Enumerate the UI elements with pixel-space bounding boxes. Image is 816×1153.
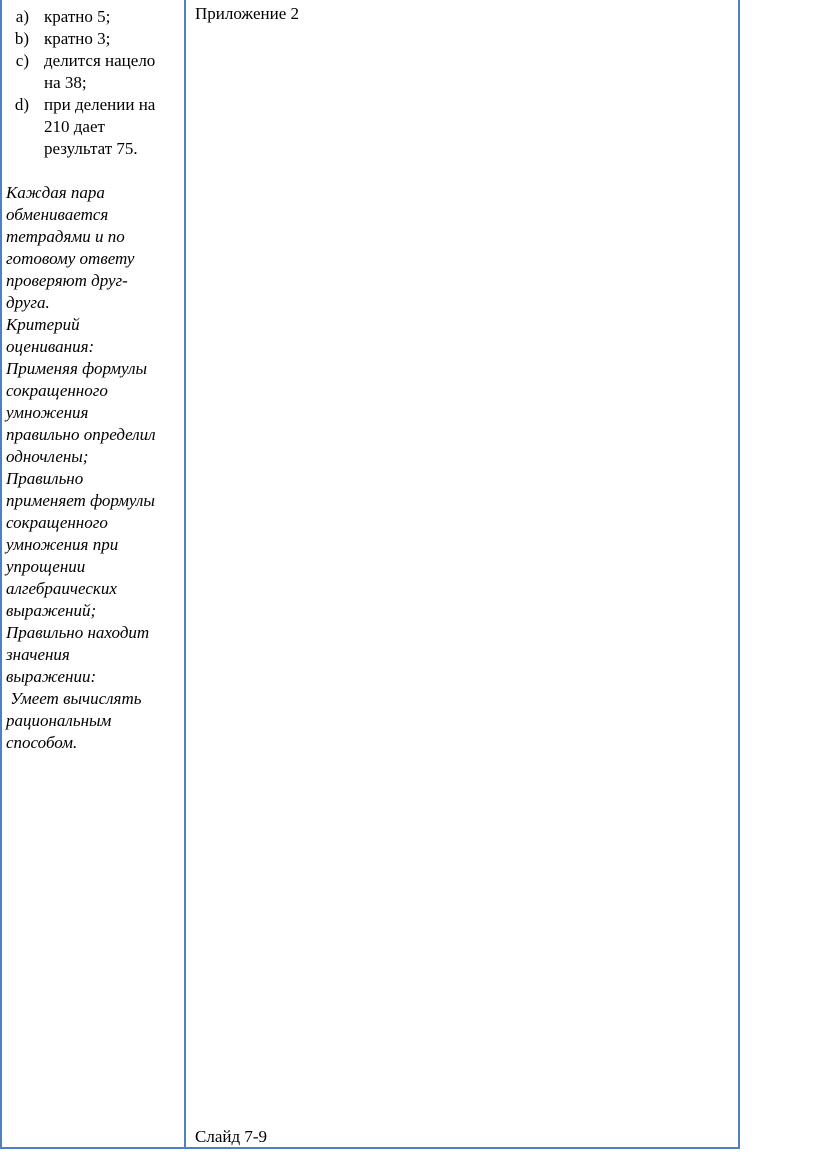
note-line: Правильно bbox=[6, 469, 84, 488]
note-line: умножения при bbox=[6, 535, 119, 554]
note-line: алгебраических bbox=[6, 579, 117, 598]
note-line: обменивается bbox=[6, 205, 109, 224]
note-line: способом. bbox=[6, 733, 78, 752]
list-item: d) при делении на 210 дает результат 75. bbox=[14, 95, 156, 158]
note-line: друга. bbox=[6, 293, 50, 312]
note-line: выражении: bbox=[6, 667, 97, 686]
note-line: упрощении bbox=[6, 557, 86, 576]
note-line: выражений; bbox=[6, 601, 97, 620]
note-line: готовому ответу bbox=[6, 249, 135, 268]
note-line: сокращенного bbox=[6, 513, 108, 532]
note-line: сокращенного bbox=[6, 381, 108, 400]
column-divider bbox=[184, 0, 186, 1149]
left-column bbox=[6, 6, 182, 754]
task-list bbox=[6, 6, 182, 160]
list-item: b) кратно 3; bbox=[14, 29, 111, 48]
note-line: значения bbox=[6, 645, 70, 664]
list-item: a) кратно 5; bbox=[15, 7, 111, 26]
note-line: тетрадями и по bbox=[6, 227, 125, 246]
note-line: Умеет вычислять bbox=[6, 689, 142, 708]
list-item: c) делится нацело на 38; bbox=[15, 51, 156, 92]
note-line: Каждая пара bbox=[6, 183, 105, 202]
appendix-label: Приложение 2 bbox=[195, 4, 299, 23]
note-line: проверяют друг- bbox=[6, 271, 128, 290]
note-line: одночлены; bbox=[6, 447, 89, 466]
note-line: Критерий bbox=[6, 315, 80, 334]
note-line: правильно определил bbox=[6, 425, 156, 444]
note-line: Правильно находит bbox=[6, 623, 150, 642]
note-line: умножения bbox=[6, 403, 89, 422]
slide-label: Слайд 7-9 bbox=[195, 1127, 268, 1146]
evaluation-notes bbox=[6, 182, 182, 754]
note-line: рациональным bbox=[6, 711, 112, 730]
note-line: применяет формулы bbox=[6, 491, 155, 510]
note-line: оценивания: bbox=[6, 337, 95, 356]
note-line: Применяя формулы bbox=[6, 359, 148, 378]
